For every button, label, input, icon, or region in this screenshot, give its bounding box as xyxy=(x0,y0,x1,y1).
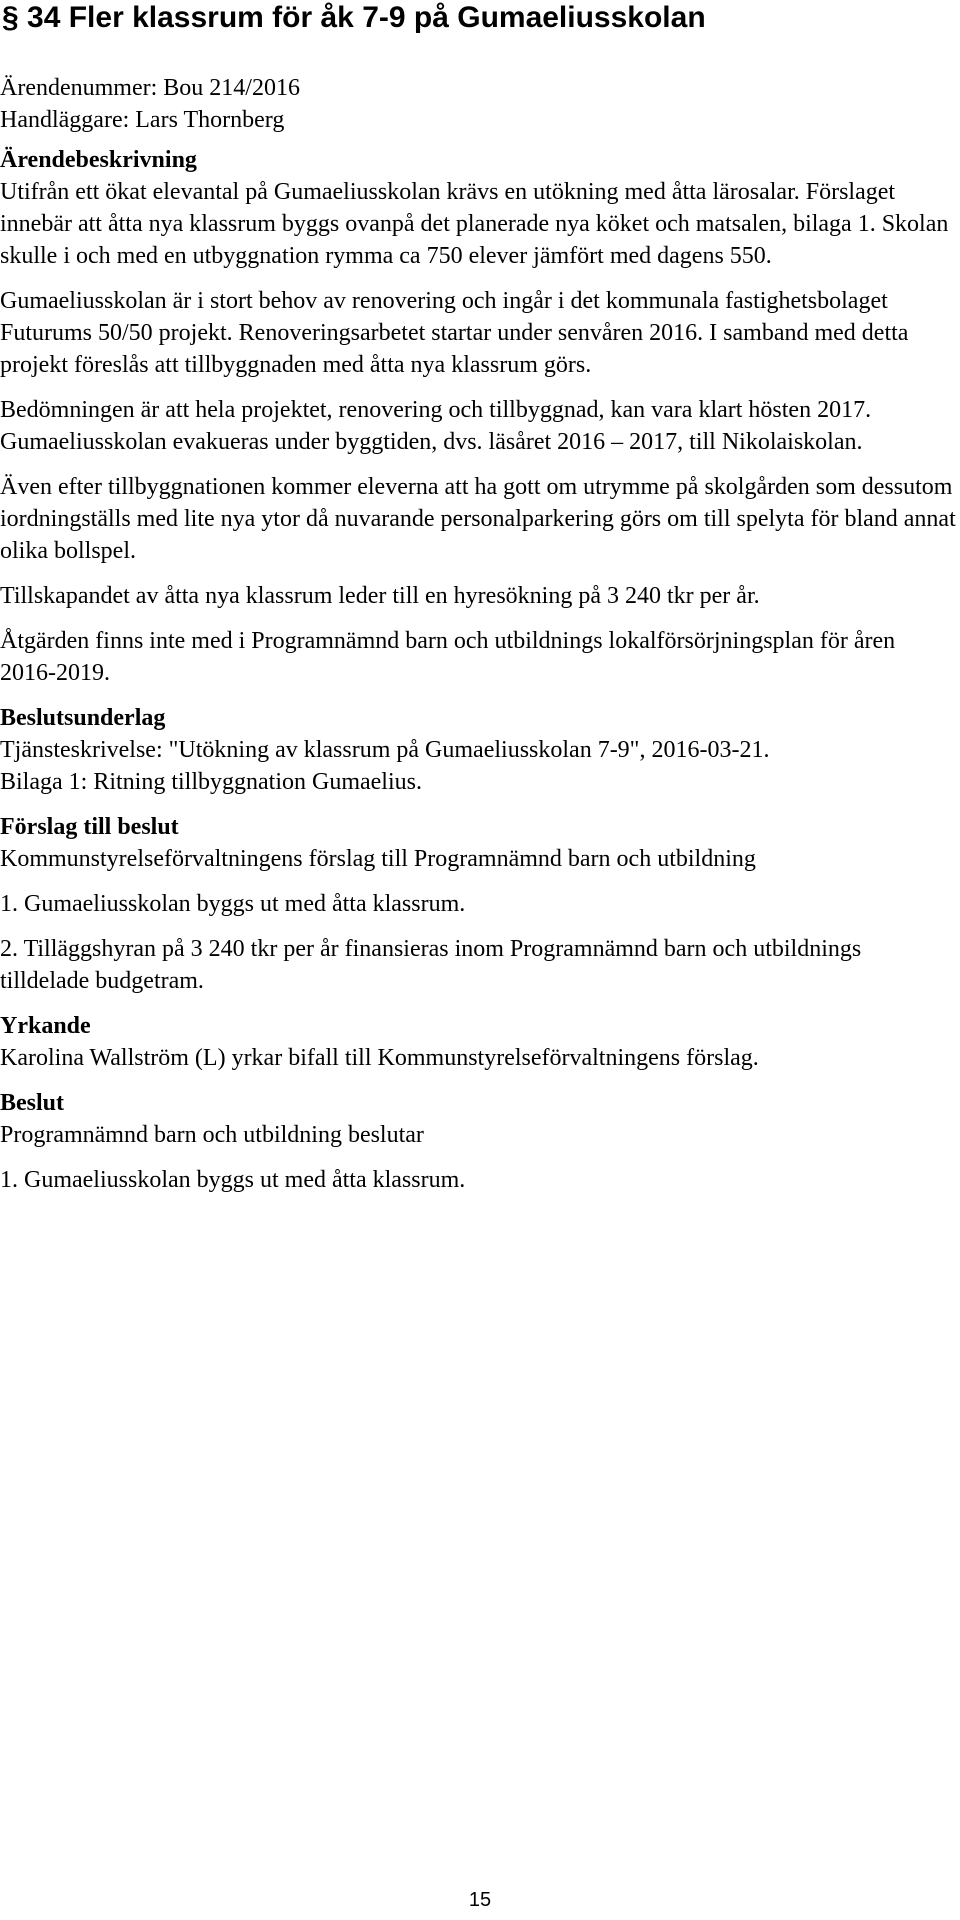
decision-intro: Programnämnd barn och utbildning beslutar xyxy=(0,1122,424,1148)
basis-line: Bilaga 1: Ritning tillbyggnation Gumaelius. xyxy=(0,769,422,795)
description-paragraph: Åtgärden finns inte med i Programnämnd barn och utbildnings lokalförsörjningsplan för åren 2016-2019. xyxy=(0,628,896,686)
description-heading: Ärendebeskrivning xyxy=(0,147,197,173)
decision-item: 1. Gumaeliusskolan byggs ut med åtta klassrum. xyxy=(0,1167,466,1193)
case-number: Ärendenummer: Bou 214/2016 xyxy=(0,75,300,101)
proposal-heading: Förslag till beslut xyxy=(0,814,179,840)
proposal-item: 2. Tilläggshyran på 3 240 tkr per år finansieras inom Programnämnd barn och utbildnings tilldelade budgetram. xyxy=(0,936,862,994)
description-paragraph: Bedömningen är att hela projektet, renovering och tillbyggnad, kan vara klart hösten 2017. Gumaeliusskolan evakueras under byggtiden, dvs. läsåret 2016 – 2017, till Nikolaiskolan. xyxy=(0,397,872,455)
page-number: 15 xyxy=(468,1889,492,1911)
basis-heading: Beslutsunderlag xyxy=(0,705,166,731)
description-paragraph: Tillskapandet av åtta nya klassrum leder till en hyresökning på 3 240 tkr per år. xyxy=(0,583,760,609)
handler: Handläggare: Lars Thornberg xyxy=(0,107,285,133)
proposal-intro: Kommunstyrelseförvaltningens förslag till Programnämnd barn och utbildning xyxy=(0,846,756,872)
motion-heading: Yrkande xyxy=(0,1013,91,1039)
proposal-item: 1. Gumaeliusskolan byggs ut med åtta klassrum. xyxy=(0,891,466,917)
motion-text: Karolina Wallström (L) yrkar bifall till Kommunstyrelseförvaltningens förslag. xyxy=(0,1045,759,1071)
basis-line: Tjänsteskrivelse: "Utökning av klassrum på Gumaeliusskolan 7-9", 2016-03-21. xyxy=(0,737,770,763)
description-paragraph: Gumaeliusskolan är i stort behov av renovering och ingår i det kommunala fastighetsbolaget Futurums 50/50 projekt. Renoveringsarbetet startar under senvåren 2016. I samband med detta projekt föreslås att tillbyggnaden med åtta nya klassrum görs. xyxy=(0,288,909,378)
page-title: § 34 Fler klassrum för åk 7-9 på Gumaeliusskolan xyxy=(2,1,706,34)
description-paragraph: Även efter tillbyggnationen kommer eleverna att ha gott om utrymme på skolgården som dessutom iordningställs med lite nya ytor då nuvarande personalparkering görs om till spelyta för bland annat olika bollspel. xyxy=(0,474,956,564)
document-body xyxy=(0,72,956,1196)
decision-heading: Beslut xyxy=(0,1090,65,1116)
description-paragraph: Utifrån ett ökat elevantal på Gumaeliusskolan krävs en utökning med åtta lärosalar. Förslaget innebär att åtta nya klassrum byggs ovanpå det planerade nya köket och matsalen, bilaga 1. Skolan skulle i och med en utbyggnation rymma ca 750 elever jämfört med dagens 550. xyxy=(0,179,949,269)
